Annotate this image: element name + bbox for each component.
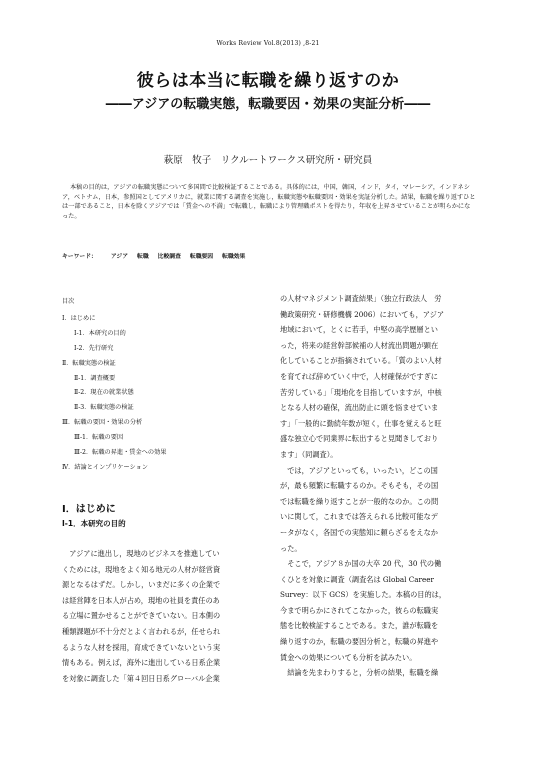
body-line: るような人材を採用，育成できていないという実 xyxy=(62,642,221,652)
body-line: を育てれば辞めていく中で，人材確保がですぎに xyxy=(280,371,438,381)
left-column-body xyxy=(62,546,270,686)
body-line: 苦労している」「現地化を目指していますが，中核 xyxy=(280,387,442,397)
toc-item: Ⅳ．結論とインプリケーション xyxy=(62,463,148,471)
toc-item: Ⅲ．転職の要因・効果の分析 xyxy=(62,419,143,427)
toc-item: Ⅱ-3．転職実態の検証 xyxy=(74,404,134,412)
body-line: は経営陣を日本人が占め，現地の社員を責任のあ xyxy=(62,595,220,605)
body-line: 態を比較検証することである。また，誰が転職を xyxy=(280,621,439,631)
keywords xyxy=(62,251,476,260)
body-line: 結論を先まわりすると，分析の結果，転職を繰 xyxy=(280,668,439,678)
toc-item: Ⅱ．転職実態の検証 xyxy=(62,359,116,367)
paper-title: 彼らは本当に転職を繰り返すのか xyxy=(136,71,400,91)
body-line: 地域において，とくに若手，中堅の高学歴層とい xyxy=(280,325,438,335)
body-line: 賃金への効果についても分析を試みたい。 xyxy=(280,652,417,662)
toc-item: Ⅰ．はじめに xyxy=(62,315,96,322)
abstract xyxy=(62,183,476,221)
keyword: 転職要因 xyxy=(189,254,214,260)
body-line: いに関して，これまでは答えられる比較可能なデ xyxy=(280,512,438,522)
body-line: Survey：以下 GCS）を実施した。本稿の目的は， xyxy=(280,590,447,600)
body-line: す」「一般的に勤続年数が短く，仕事を覚えると旺 xyxy=(280,418,442,428)
keywords-label: キーワード： xyxy=(62,254,97,260)
keyword: アジア xyxy=(110,254,128,260)
toc-item: Ⅱ-1．調査概要 xyxy=(74,374,116,382)
right-column-body xyxy=(280,291,485,681)
toc-item: Ⅲ-2．転職の昇進・賃金への効果 xyxy=(74,449,167,457)
body-line: が，最も頻繁に転職するのか。そもそも，その国 xyxy=(280,481,439,491)
body-line: では，アジアといっても，いったい，どこの国 xyxy=(280,465,438,475)
toc-item: Ⅰ-1．本研究の目的 xyxy=(74,329,126,337)
body-line: 化していることが指摘されている。「質のよい人材 xyxy=(280,356,442,366)
body-line: ます」（同調査）。 xyxy=(280,449,338,459)
body-line: 盛な独立心で同業界に転出すると見聞きしており xyxy=(280,434,439,444)
table-of-contents xyxy=(62,296,267,476)
section-heading: Ⅰ．はじめに xyxy=(62,504,116,515)
running-header: Works Review Vol.8(2013) ,8-21 xyxy=(216,40,320,47)
body-line: 情もある。例えば，海外に進出している日系企業 xyxy=(62,658,221,668)
body-line: アジアに進出し，現地のビジネスを推進してい xyxy=(62,549,220,558)
body-line: くためには，現地をよく知る地元の人材が経営資 xyxy=(62,564,221,574)
paper-subtitle: ――アジアの転職実態，転職要因・効果の実証分析―― xyxy=(105,97,431,112)
body-line: ータがなく，各国での実態知に頼らざるをえなか xyxy=(280,527,438,537)
body-line: 今まで明らかにされてこなかった，彼らの転職実 xyxy=(280,605,439,615)
body-line: る立場に置かせることができていない。日本側の xyxy=(62,611,221,621)
body-line: 種類課題が不十分だとよく言われるが，任せられ xyxy=(62,626,221,636)
body-line: となる人材の確保，流出防止に頭を悩ませていま xyxy=(280,403,439,413)
body-line: 繰り返すのか，転職の要因分析と，転職の昇進や xyxy=(280,637,439,647)
toc-item: Ⅲ-1．転職の要因 xyxy=(74,434,124,442)
body-line: 働政策研究・研修機構 2006）においても，アジア xyxy=(280,309,445,319)
body-line: の人材マネジメント調査結果」（独立行政法人 労 xyxy=(280,294,442,303)
body-line: では転職を繰り返すことが一般的なのか。この問 xyxy=(280,496,439,506)
body-line: 源となるはずだ。しかし，いまだに多くの企業で xyxy=(62,580,221,590)
keyword: 転職 xyxy=(137,254,149,260)
toc-title: 目次 xyxy=(62,298,75,305)
toc-item: Ⅰ-2．先行研究 xyxy=(74,344,114,352)
toc-item: Ⅱ-2．現在の就業状態 xyxy=(74,389,134,397)
keyword: 転職効果 xyxy=(222,254,246,260)
subsection-heading: Ⅰ-1．本研究の目的 xyxy=(62,519,126,528)
keyword: 比較調査 xyxy=(157,254,181,260)
body-line: くひとを対象に調査（調査名は Global Career xyxy=(280,574,434,584)
body-line: を対象に調査した「第４回日日系グローバル企業 xyxy=(62,673,220,683)
body-line: った。 xyxy=(280,543,302,553)
author-line: 萩原 牧子 リクルートワークス研究所・研究員 xyxy=(163,155,373,166)
abstract-paragraph: 本稿の目的は，アジアの転職実態について多国間で比較検証することである。具体的には，中国，韓国，インド，タイ，マレーシア，インドネシア，ベトナム，日本，参照国としてアメリカに，就業に関する調査を実施し，転職実態や転職要因・効果を実証分析した。結果，転職を繰り返すひとは一部であること，日本を除くアジアでは「賃金への不満」で転職し，転職により管理職ポストを得たり，年収を上昇させていることが明らかになった。 xyxy=(62,184,476,220)
body-line: った，将来の経営幹部候補の人材流出問題が顕在 xyxy=(280,340,439,350)
body-line: そこで，アジア８か国の大卒 20 代，30 代の働 xyxy=(280,559,442,569)
